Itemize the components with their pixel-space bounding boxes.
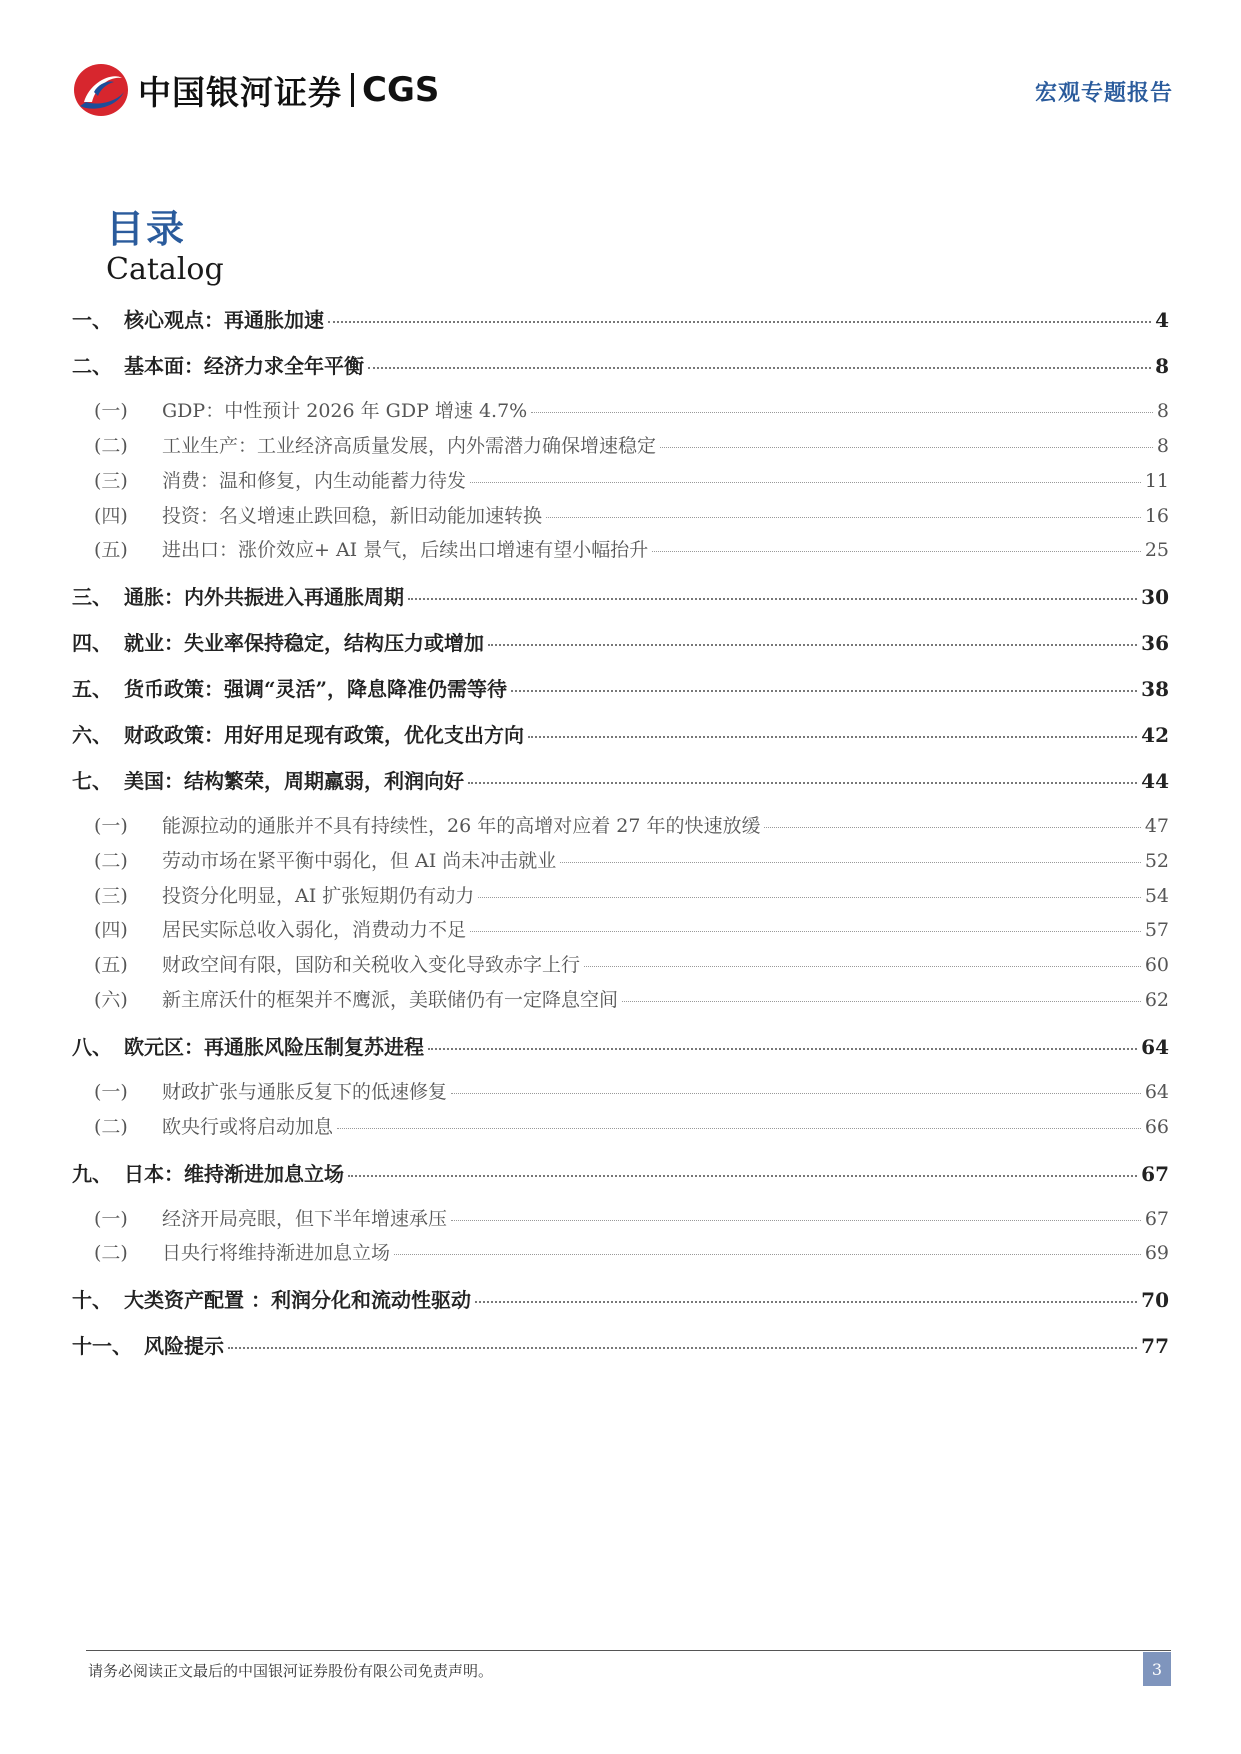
toc-leader-dots	[475, 1301, 1137, 1303]
toc-subentry[interactable]	[72, 950, 1169, 977]
toc-entry-title: 居民实际总收入弱化，消费动力不足	[162, 919, 467, 941]
toc-entry-page: 70	[1141, 1288, 1169, 1312]
toc-entry-number: (一)	[94, 1081, 128, 1103]
toc-entry-number: (五)	[94, 539, 128, 561]
toc-subentry[interactable]	[72, 811, 1169, 838]
toc-entry[interactable]	[72, 719, 1169, 748]
toc-entry-number: 六、	[72, 723, 112, 747]
toc-entry-page: 42	[1141, 723, 1169, 747]
toc-leader-dots	[337, 1128, 1141, 1129]
toc-entry-title: 通胀：内外共振进入再通胀周期	[124, 585, 404, 609]
toc-entry-page: 25	[1144, 539, 1169, 561]
logo-chinese-name: 中国银河证券	[138, 72, 342, 112]
toc-entry-number: (一)	[94, 400, 128, 422]
toc-entry-page: 11	[1144, 470, 1169, 492]
toc-entry-title: 经济开局亮眼，但下半年增速承压	[162, 1208, 448, 1230]
toc-leader-dots	[546, 517, 1141, 518]
toc-entry-page: 8	[1155, 354, 1169, 378]
toc-entry-page: 4	[1155, 308, 1169, 332]
toc-subtitle: Catalog	[106, 252, 224, 287]
toc-entry-page: 57	[1144, 919, 1169, 941]
toc-subentry[interactable]	[72, 985, 1169, 1012]
toc-entry-title: 大类资产配置 ：利润分化和流动性驱动	[124, 1288, 471, 1312]
toc-entry-number: 九、	[72, 1162, 112, 1186]
toc-entry-number: (三)	[94, 885, 128, 907]
toc-entry-title: 基本面：经济力求全年平衡	[124, 354, 364, 378]
toc-leader-dots	[348, 1175, 1137, 1177]
cgs-logo	[72, 62, 439, 118]
toc-entry[interactable]	[72, 304, 1169, 333]
toc-entry-title: 核心观点：再通胀加速	[124, 308, 324, 332]
toc-entry-title: 日本：维持渐进加息立场	[124, 1162, 344, 1186]
toc-leader-dots	[468, 782, 1137, 784]
toc-entry[interactable]	[72, 1330, 1169, 1359]
toc-entry-number: 二、	[72, 354, 112, 378]
report-type-label: 宏观专题报告	[1034, 80, 1173, 106]
toc-leader-dots	[488, 644, 1137, 646]
toc-entry-page: 47	[1144, 815, 1169, 837]
toc-entry-page: 66	[1144, 1116, 1169, 1138]
toc-entry[interactable]	[72, 1284, 1169, 1313]
toc-entry[interactable]	[72, 673, 1169, 702]
toc-entry-page: 77	[1141, 1334, 1169, 1358]
toc-entry-number: (六)	[94, 989, 128, 1011]
toc-entry-page: 69	[1144, 1242, 1169, 1264]
toc-leader-dots	[328, 321, 1151, 323]
toc-entry[interactable]	[72, 627, 1169, 656]
toc-entry[interactable]	[72, 581, 1169, 610]
toc-entry-page: 30	[1141, 585, 1169, 609]
toc-entry-number: 三、	[72, 585, 112, 609]
cgs-logo-icon	[72, 62, 130, 118]
toc-leader-dots	[511, 690, 1137, 692]
toc-entry[interactable]	[72, 1031, 1169, 1060]
toc-entry-page: 67	[1144, 1208, 1169, 1230]
toc-entry-page: 62	[1144, 989, 1169, 1011]
toc-entry-page: 54	[1144, 885, 1169, 907]
toc-leader-dots	[560, 862, 1141, 863]
toc-entry-number: (四)	[94, 505, 128, 527]
toc-leader-dots	[451, 1093, 1141, 1094]
toc-leader-dots	[584, 966, 1141, 967]
toc-subentry[interactable]	[72, 466, 1169, 493]
toc-entry-page: 16	[1144, 505, 1169, 527]
toc-entry-number: (二)	[94, 435, 128, 457]
toc-entry-number: 十、	[72, 1288, 112, 1312]
toc-leader-dots	[228, 1347, 1137, 1349]
toc-entry-page: 64	[1144, 1081, 1169, 1103]
toc-entry-number: (二)	[94, 1116, 128, 1138]
toc-leader-dots	[652, 551, 1141, 552]
toc-entry-page: 38	[1141, 677, 1169, 701]
toc-entry-number: (三)	[94, 470, 128, 492]
toc-entry-number: 五、	[72, 677, 112, 701]
toc-entry-page: 52	[1144, 850, 1169, 872]
toc-entry-title: 劳动市场在紧平衡中弱化，但 AI 尚未冲击就业	[162, 850, 557, 872]
toc-subentry[interactable]	[72, 1077, 1169, 1104]
toc-entry-page: 36	[1141, 631, 1169, 655]
toc-title: 目录	[106, 206, 187, 251]
logo-english-name: CGS	[362, 70, 440, 110]
toc-entry-title: 欧央行或将启动加息	[162, 1116, 334, 1138]
toc-entry-number: 十一、	[72, 1334, 132, 1358]
toc-subentry[interactable]	[72, 501, 1169, 528]
toc-entry-title: 投资分化明显，AI 扩张短期仍有动力	[162, 885, 475, 907]
toc-leader-dots	[394, 1254, 1141, 1255]
toc-entry-number: (一)	[94, 815, 128, 837]
toc-leader-dots	[470, 931, 1141, 932]
toc-entry-title: 投资：名义增速止跌回稳，新旧动能加速转换	[162, 505, 543, 527]
page-number-badge: 3	[1143, 1652, 1171, 1686]
toc-entry-number: (五)	[94, 954, 128, 976]
toc-leader-dots	[660, 447, 1153, 448]
toc-leader-dots	[478, 897, 1141, 898]
toc-entry-page: 44	[1141, 769, 1169, 793]
toc-entry-title: 财政扩张与通胀反复下的低速修复	[162, 1081, 448, 1103]
toc-entry[interactable]	[72, 350, 1169, 379]
toc-entry-page: 67	[1141, 1162, 1169, 1186]
toc-leader-dots	[764, 827, 1140, 828]
toc-entry-title: 工业生产：工业经济高质量发展，内外需潜力确保增速稳定	[162, 435, 657, 457]
toc-entry[interactable]	[72, 765, 1169, 794]
toc-subentry[interactable]	[72, 1204, 1169, 1231]
footer-disclaimer: 请务必阅读正文最后的中国银河证券股份有限公司免责声明。	[88, 1662, 494, 1680]
toc-leader-dots	[531, 412, 1153, 413]
toc-entry-page: 8	[1156, 400, 1169, 422]
toc-entry-number: 四、	[72, 631, 112, 655]
toc-entry-title: 财政空间有限，国防和关税收入变化导致赤字上行	[162, 954, 581, 976]
toc-entry-title: 欧元区：再通胀风险压制复苏进程	[124, 1035, 424, 1059]
toc-entry-title: 日央行将维持渐进加息立场	[162, 1242, 391, 1264]
toc-subentry[interactable]	[72, 535, 1169, 562]
toc-entry-title: 货币政策：强调“灵活”，降息降准仍需等待	[124, 677, 508, 701]
footer-divider	[86, 1650, 1171, 1651]
toc-entry-title: 财政政策：用好用足现有政策，优化支出方向	[124, 723, 524, 747]
toc-subentry[interactable]	[72, 1112, 1169, 1139]
toc-subentry[interactable]	[72, 1238, 1169, 1265]
toc-leader-dots	[528, 736, 1137, 738]
toc-entry-number: (四)	[94, 919, 128, 941]
logo-divider	[351, 73, 354, 107]
toc-entry-title: 新主席沃什的框架并不鹰派，美联储仍有一定降息空间	[162, 989, 619, 1011]
toc-subentry[interactable]	[72, 846, 1169, 873]
toc-subentry[interactable]	[72, 396, 1169, 423]
toc-entry-number: 一、	[72, 308, 112, 332]
toc-entry-title: 风险提示	[144, 1334, 224, 1358]
toc-entry-title: 消费：温和修复，内生动能蓄力待发	[162, 470, 467, 492]
toc-leader-dots	[408, 598, 1137, 600]
toc-subentry[interactable]	[72, 431, 1169, 458]
toc-entry-page: 64	[1141, 1035, 1169, 1059]
toc-leader-dots	[622, 1001, 1141, 1002]
toc-subentry[interactable]	[72, 881, 1169, 908]
toc-leader-dots	[451, 1220, 1141, 1221]
toc-subentry[interactable]	[72, 915, 1169, 942]
toc-entry-page: 60	[1144, 954, 1169, 976]
toc-entry-title: 就业：失业率保持稳定，结构压力或增加	[124, 631, 484, 655]
toc-leader-dots	[368, 367, 1151, 369]
page-header	[0, 0, 1241, 140]
toc-entry-number: (二)	[94, 1242, 128, 1264]
toc-entry-number: (一)	[94, 1208, 128, 1230]
toc-leader-dots	[470, 482, 1141, 483]
toc-entry[interactable]	[72, 1158, 1169, 1187]
toc-entry-title: GDP：中性预计 2026 年 GDP 增速 4.7%	[162, 400, 528, 422]
toc-entry-title: 进出口：涨价效应+ AI 景气，后续出口增速有望小幅抬升	[162, 539, 649, 561]
toc-entry-title: 能源拉动的通胀并不具有持续性，26 年的高增对应着 27 年的快速放缓	[162, 815, 761, 837]
toc-entry-page: 8	[1156, 435, 1169, 457]
toc-entry-number: 八、	[72, 1035, 112, 1059]
toc-entry-title: 美国：结构繁荣，周期羸弱，利润向好	[124, 769, 464, 793]
toc-entry-number: 七、	[72, 769, 112, 793]
toc-entry-number: (二)	[94, 850, 128, 872]
toc-leader-dots	[428, 1048, 1137, 1050]
